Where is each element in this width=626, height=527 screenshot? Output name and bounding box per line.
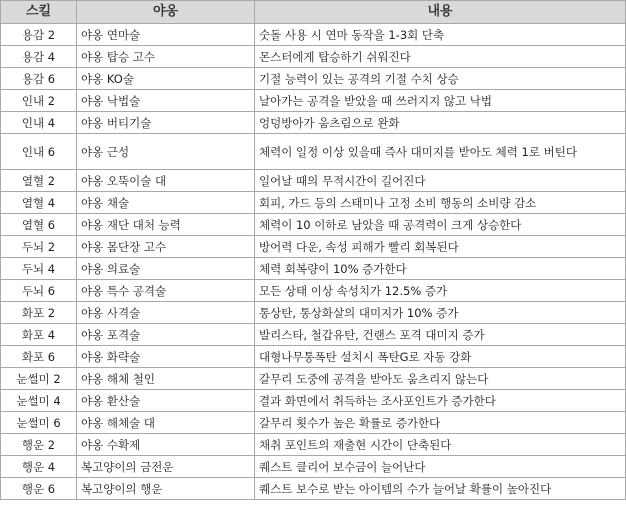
yaong-skill-cell: 야옹 KO술 [77, 68, 255, 90]
yaong-skill-cell: 야옹 사격술 [77, 302, 255, 324]
skill-cell: 화포 2 [1, 302, 77, 324]
skill-cell: 용감 6 [1, 68, 77, 90]
yaong-skill-cell: 야옹 화략술 [77, 346, 255, 368]
table-row [1, 302, 626, 324]
header-skill: 스킬 [1, 1, 77, 24]
skill-cell: 화포 6 [1, 346, 77, 368]
skill-cell: 행운 4 [1, 456, 77, 478]
skill-cell: 두뇌 6 [1, 280, 77, 302]
yaong-skill-cell: 야옹 오뚝이술 대 [77, 170, 255, 192]
table-row [1, 68, 626, 90]
skill-cell: 행운 6 [1, 478, 77, 500]
yaong-skill-cell: 야옹 재단 대처 능력 [77, 214, 255, 236]
table-row [1, 390, 626, 412]
yaong-skill-cell: 야옹 수확제 [77, 434, 255, 456]
yaong-skill-cell: 야옹 탑승 고수 [77, 46, 255, 68]
table-row [1, 236, 626, 258]
description-cell: 엉덩방아가 움츠림으로 완화 [255, 112, 626, 134]
description-cell: 체력이 일정 이상 있을때 즉사 대미지를 받아도 체력 1로 버틴다 [255, 134, 626, 170]
description-cell: 체력 회복량이 10% 증가한다 [255, 258, 626, 280]
skill-cell: 인내 4 [1, 112, 77, 134]
yaong-skill-cell: 야옹 특수 공격술 [77, 280, 255, 302]
skill-cell: 화포 4 [1, 324, 77, 346]
yaong-skill-cell: 야옹 포격술 [77, 324, 255, 346]
description-cell: 회피, 가드 등의 스태미나 고정 소비 행동의 소비량 감소 [255, 192, 626, 214]
table-row [1, 324, 626, 346]
table-row [1, 24, 626, 46]
description-cell: 날아가는 공격을 받았을 때 쓰러지지 않고 낙법 [255, 90, 626, 112]
table-row [1, 214, 626, 236]
table-row [1, 368, 626, 390]
skill-cell: 열혈 6 [1, 214, 77, 236]
description-cell: 갈무리 횟수가 높은 확률로 증가한다 [255, 412, 626, 434]
skill-cell: 열혈 2 [1, 170, 77, 192]
table-row [1, 192, 626, 214]
yaong-skill-cell: 야옹 낙법술 [77, 90, 255, 112]
table-row [1, 90, 626, 112]
header-yaong: 야옹 [77, 1, 255, 24]
table-row [1, 478, 626, 500]
table-row [1, 134, 626, 170]
description-cell: 기절 능력이 있는 공격의 기절 수치 상승 [255, 68, 626, 90]
yaong-skill-cell: 야옹 채술 [77, 192, 255, 214]
description-cell: 숫돌 사용 시 연마 동작을 1-3회 단축 [255, 24, 626, 46]
description-cell: 대형나무통폭탄 설치시 폭탄G로 자동 강화 [255, 346, 626, 368]
skill-cell: 눈썰미 6 [1, 412, 77, 434]
yaong-skill-cell: 야옹 환산술 [77, 390, 255, 412]
yaong-skill-cell: 복고양이의 행운 [77, 478, 255, 500]
skill-cell: 눈썰미 2 [1, 368, 77, 390]
skill-cell: 두뇌 2 [1, 236, 77, 258]
table-row [1, 412, 626, 434]
description-cell: 일어날 때의 무적시간이 길어진다 [255, 170, 626, 192]
table-row [1, 456, 626, 478]
skill-cell: 눈썰미 4 [1, 390, 77, 412]
yaong-skill-cell: 야옹 근성 [77, 134, 255, 170]
description-cell: 갈무리 도중에 공격을 받아도 움츠리지 않는다 [255, 368, 626, 390]
description-cell: 퀘스트 보수로 받는 아이템의 수가 늘어날 확률이 높아진다 [255, 478, 626, 500]
yaong-skill-cell: 야옹 버티기술 [77, 112, 255, 134]
description-cell: 채취 포인트의 재출현 시간이 단축된다 [255, 434, 626, 456]
header-row [1, 1, 626, 24]
table-row [1, 434, 626, 456]
description-cell: 방어력 다운, 속성 피해가 빨리 회복된다 [255, 236, 626, 258]
table-row [1, 112, 626, 134]
skill-cell: 인내 6 [1, 134, 77, 170]
description-cell: 몬스터에게 탑승하기 쉬워진다 [255, 46, 626, 68]
description-cell: 발리스타, 철갑유탄, 건랜스 포격 대미지 증가 [255, 324, 626, 346]
skill-cell: 두뇌 4 [1, 258, 77, 280]
table-row [1, 46, 626, 68]
skill-cell: 용감 2 [1, 24, 77, 46]
skill-cell: 인내 2 [1, 90, 77, 112]
description-cell: 체력이 10 이하로 남았을 때 공격력이 크게 상승한다 [255, 214, 626, 236]
table-body [1, 24, 626, 500]
description-cell: 결과 화면에서 취득하는 조사포인트가 증가한다 [255, 390, 626, 412]
table-row [1, 346, 626, 368]
skill-cell: 행운 2 [1, 434, 77, 456]
yaong-skill-cell: 야옹 몸단장 고수 [77, 236, 255, 258]
description-cell: 통상탄, 통상화살의 대미지가 10% 증가 [255, 302, 626, 324]
skill-cell: 용감 4 [1, 46, 77, 68]
yaong-skill-cell: 야옹 의료술 [77, 258, 255, 280]
table-row [1, 280, 626, 302]
table-row [1, 258, 626, 280]
header-desc: 내용 [255, 1, 626, 24]
yaong-skill-cell: 복고양이의 금전운 [77, 456, 255, 478]
yaong-skill-cell: 야옹 연마술 [77, 24, 255, 46]
table-row [1, 170, 626, 192]
yaong-skill-cell: 야옹 해체 철인 [77, 368, 255, 390]
description-cell: 퀘스트 클리어 보수금이 늘어난다 [255, 456, 626, 478]
description-cell: 모든 상태 이상 속성치가 12.5% 증가 [255, 280, 626, 302]
yaong-skill-cell: 야옹 해체술 대 [77, 412, 255, 434]
skill-cell: 열혈 4 [1, 192, 77, 214]
